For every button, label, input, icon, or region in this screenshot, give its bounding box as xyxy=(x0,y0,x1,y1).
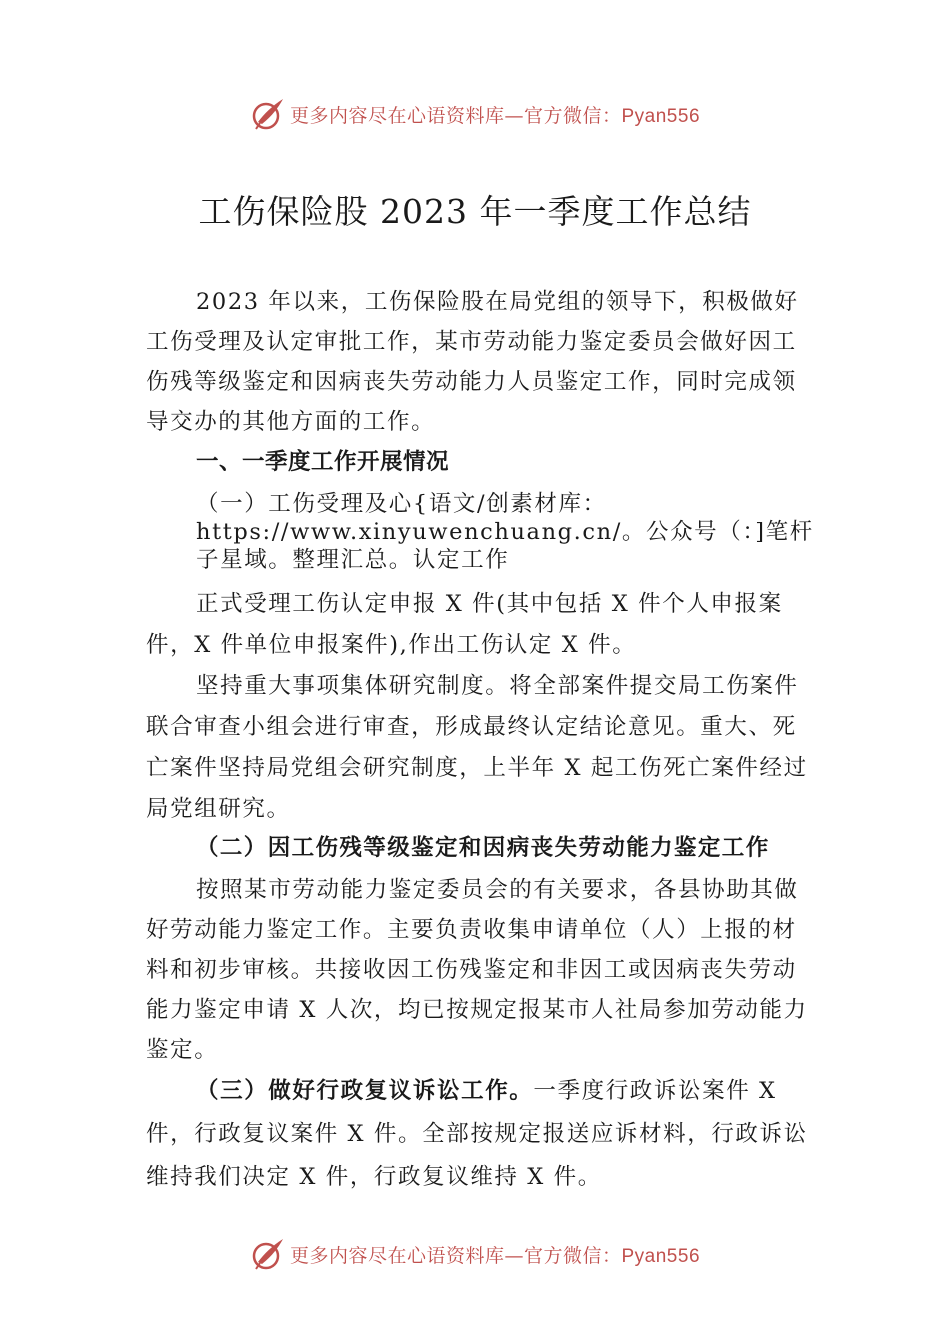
paragraph-collective-review: 坚持重大事项集体研究制度。将全部案件提交局工伤案件联合审查小组会进行审查，形成最终认定结论意见。重大、死亡案件坚持局党组会研究制度，上半年 X 起工伤死亡案件经过局党组研究。 xyxy=(146,673,808,822)
subsection-heading-2: （二）因工伤残等级鉴定和因病丧失劳动能力鉴定工作 xyxy=(196,835,770,861)
intro-paragraph: 2023 年以来，工伤保险股在局党组的领导下，积极做好工伤受理及认定审批工作，某市劳动能力鉴定委员会做好因工伤残等级鉴定和因病丧失劳动能力人员鉴定工作，同时完成领导交办的其他方面的工作。 xyxy=(146,289,799,435)
watermark-banner-bottom xyxy=(0,1234,950,1274)
watermark-text xyxy=(290,1241,700,1268)
wechat-id: Pyan556 xyxy=(621,105,701,127)
subsection-3-body: 一季度行政诉讼案件 X 件，行政复议案件 X 件。全部按规定报送应诉材料，行政诉讼维持我们决定 X 件，行政复议维持 X 件。 xyxy=(146,1078,808,1190)
quill-logo-icon xyxy=(250,1236,286,1272)
watermark-label: 更多内容尽在心语资料库—官方微信： xyxy=(289,1244,622,1267)
paragraph-ability-assessment: 按照某市劳动能力鉴定委员会的有关要求，各县协助其做好劳动能力鉴定工作。主要负责收集申请单位（人）上报的材料和初步审核。共接收因工伤残鉴定和非因工或因病丧失劳动能力鉴定申请 X 人次，均已按规定报某市人社局参加劳动能力鉴定。 xyxy=(146,877,808,1063)
subsection-heading-1: （一）工伤受理及心{语文/创素材库：https://www.xinyuwenchuang.cn/。公众号（：]笔杆子星域。整理汇总。认定工作 xyxy=(196,491,814,573)
section-heading: 一、一季度工作开展情况 xyxy=(196,449,450,475)
page-title: 工伤保险股 2023 年一季度工作总结 xyxy=(198,192,752,231)
watermark-text xyxy=(290,101,700,128)
watermark-label: 更多内容尽在心语资料库—官方微信： xyxy=(289,104,622,127)
quill-logo-icon xyxy=(250,96,286,132)
subsection-heading-3: （三）做好行政复议诉讼工作。 xyxy=(196,1078,534,1104)
paragraph-administrative-review xyxy=(146,1070,810,1199)
watermark-banner-top xyxy=(0,94,950,134)
wechat-id: Pyan556 xyxy=(621,1245,701,1267)
paragraph-filing-count: 正式受理工伤认定申报 X 件(其中包括 X 件个人申报案件，X 件单位申报案件),作出工伤认定 X 件。 xyxy=(146,591,783,658)
